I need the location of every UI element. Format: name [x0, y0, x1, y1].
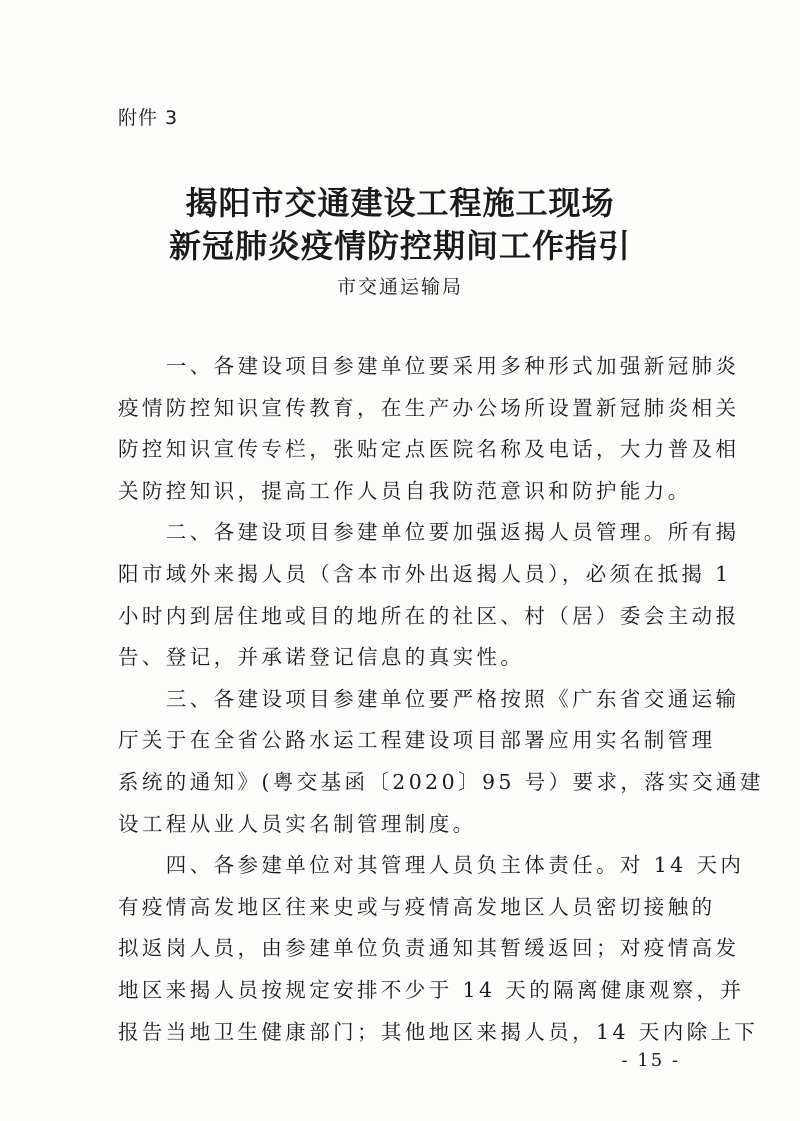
document-body: [118, 346, 764, 1053]
body-line: 设工程从业人员实名制管理制度。: [118, 811, 477, 836]
body-line: 告、登记，并承诺登记信息的真实性。: [118, 645, 525, 670]
body-line: 防控知识宣传专栏，张贴定点医院名称及电话，大力普及相: [118, 437, 740, 462]
attachment-label: 附件 3: [118, 107, 179, 129]
body-line: 地区来揭人员按规定安排不少于 14 天的隔离健康观察，并: [118, 977, 745, 1002]
issuer: 市交通运输局: [336, 276, 463, 298]
body-line: 拟返岗人员，由参建单位负责通知其暂缓返回；对疫情高发: [118, 936, 740, 961]
page-number: - 15 -: [621, 1050, 680, 1071]
body-line: 疫情防控知识宣传教育，在生产办公场所设置新冠肺炎相关: [118, 395, 740, 420]
document-title-line-1: 揭阳市交通建设工程施工现场: [185, 184, 615, 222]
body-line: 阳市域外来揭人员（含本市外出返揭人员），必须在抵揭 1: [118, 561, 732, 586]
body-line: 小时内到居住地或目的地所在的社区、村（居）委会主动报: [118, 603, 740, 628]
body-line: 三、各建设项目参建单位要严格按照《广东省交通运输: [118, 686, 740, 711]
body-line: 系统的通知》(粤交基函〔2020〕95 号）要求，落实交通建: [118, 769, 764, 794]
body-line: 关防控知识，提高工作人员自我防范意识和防护能力。: [118, 478, 692, 503]
body-line: 有疫情高发地区往来史或与疫情高发地区人员密切接触的: [118, 894, 716, 919]
document-title-line-2: 新冠肺炎疫情防控期间工作指引: [168, 227, 631, 265]
body-line: 厅关于在全省公路水运工程建设项目部署应用实名制管理: [118, 728, 716, 753]
body-line: 二、各建设项目参建单位要加强返揭人员管理。所有揭: [118, 520, 740, 545]
body-line: 一、各建设项目参建单位要采用多种形式加强新冠肺炎: [118, 354, 740, 378]
body-line: 四、各参建单位对其管理人员负主体责任。对 14 天内: [118, 853, 745, 878]
body-line: 报告当地卫生健康部门；其他地区来揭人员，14 天内除上下: [118, 1019, 759, 1044]
